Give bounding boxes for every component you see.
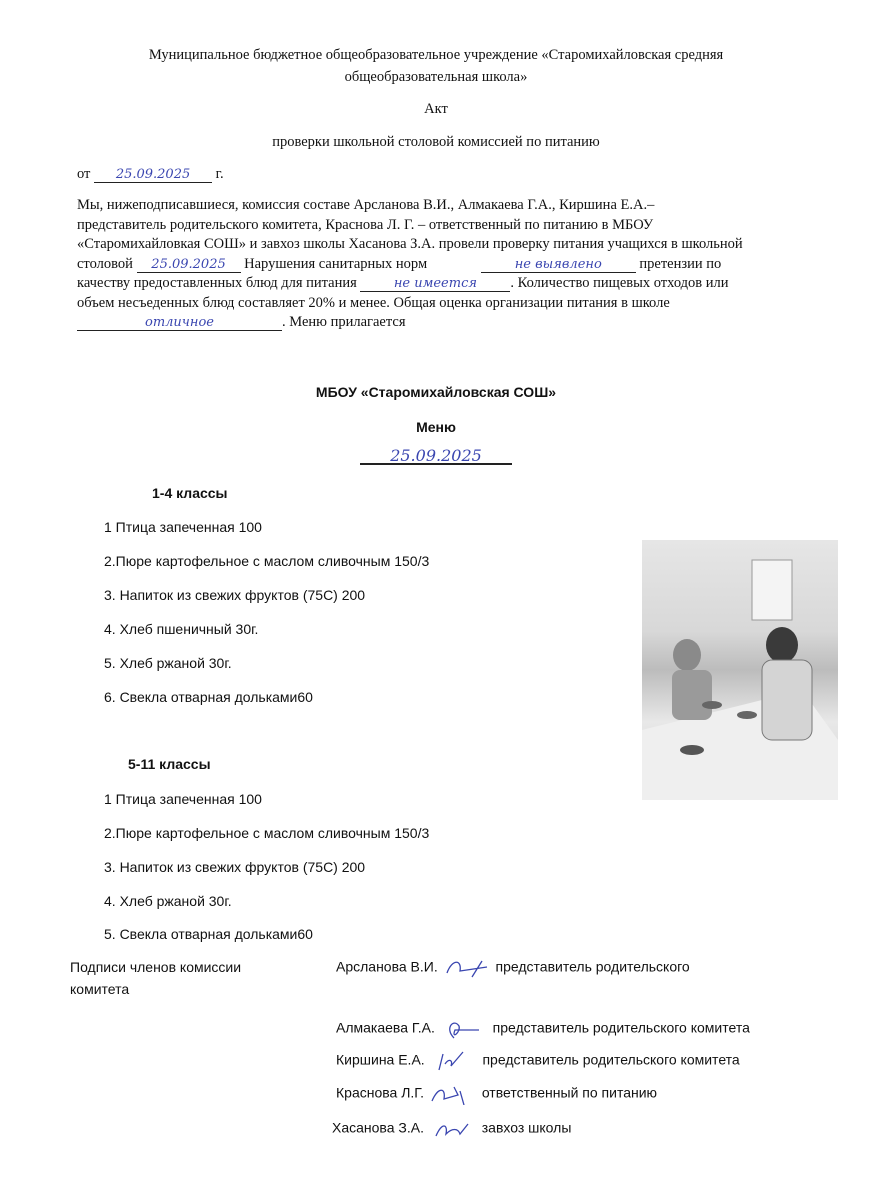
signature-mark xyxy=(428,1083,478,1105)
signer-name: Хасанова З.А. xyxy=(332,1119,424,1136)
rating-value: отличное xyxy=(77,315,282,331)
text: . Количество пищевых отходов или xyxy=(510,275,729,291)
signatures-label-1: Подписи членов комиссии xyxy=(70,959,242,975)
menu-item: 4. Хлеб ржаной 30г. xyxy=(104,893,232,909)
menu-item: 5. Свекла отварная дольками60 xyxy=(104,926,313,942)
body-line-4 xyxy=(77,256,721,273)
signature-row xyxy=(332,1118,571,1140)
act-date-value: 25.09.2025 xyxy=(94,167,212,183)
act-date-line xyxy=(77,166,224,183)
photo-sketch xyxy=(642,540,838,800)
org-line-2: общеобразовательная школа» xyxy=(344,69,528,85)
menu-item: 3. Напиток из свежих фруктов (75С) 200 xyxy=(104,859,366,875)
violations-value: не выявлено xyxy=(481,257,636,273)
signatures-label-2: комитета xyxy=(70,981,130,997)
signer-role: завхоз школы xyxy=(481,1119,572,1136)
text: . Меню прилагается xyxy=(282,314,406,330)
signature-row xyxy=(336,1083,657,1105)
menu-item: 1 Птица запеченная 100 xyxy=(104,791,262,807)
date-prefix: от xyxy=(77,166,91,182)
text: качеству предоставленных блюд для питания xyxy=(77,275,357,291)
canteen-photo xyxy=(642,540,838,800)
signer-role: ответственный по питанию xyxy=(481,1084,658,1101)
body-line-3: «Старомихайловкая СОШ» и завхоз школы Хасанова З.А. провели проверку питания учащихся в школьной xyxy=(77,236,743,252)
signer-name: Алмакаева Г.А. xyxy=(336,1019,435,1036)
signature-row xyxy=(336,1018,750,1040)
menu-item: 5. Хлеб ржаной 30г. xyxy=(104,655,232,671)
menu-item: 4. Хлеб пшеничный 30г. xyxy=(104,621,259,637)
signature-mark xyxy=(428,1118,478,1140)
menu-item: 1 Птица запеченная 100 xyxy=(104,519,262,535)
menu-date-value: 25.09.2025 xyxy=(360,448,512,465)
group-label: 1-4 классы xyxy=(152,485,228,501)
menu-item: 6. Свекла отварная дольками60 xyxy=(104,689,313,705)
signer-role: представитель родительского xyxy=(495,958,690,975)
signer-role: представитель родительского комитета xyxy=(492,1019,750,1036)
menu-item: 3. Напиток из свежих фруктов (75С) 200 xyxy=(104,587,366,603)
text: столовой xyxy=(77,256,133,272)
act-subtitle: проверки школьной столовой комиссией по питанию xyxy=(272,134,600,150)
menu-date xyxy=(0,448,872,466)
menu-title: Меню xyxy=(416,419,456,435)
menu-item: 2.Пюре картофельное с маслом сливочным 150/3 xyxy=(104,825,430,841)
group-label: 5-11 классы xyxy=(128,756,211,772)
menu-item: 2.Пюре картофельное с маслом сливочным 150/3 xyxy=(104,553,430,569)
claims-value: не имеется xyxy=(360,276,510,292)
body-line-6: объем несъеденных блюд составляет 20% и менее. Общая оценка организации питания в школе xyxy=(77,295,670,311)
inspection-date-value: 25.09.2025 xyxy=(137,257,241,273)
menu-school: МБОУ «Старомихайловская СОШ» xyxy=(315,384,557,400)
signer-name: Краснова Л.Г. xyxy=(336,1084,425,1101)
signature-row xyxy=(336,957,690,979)
body-line-2: представитель родительского комитета, Краснова Л. Г. – ответственный по питанию в МБОУ xyxy=(77,217,654,233)
act-title: Акт xyxy=(424,101,448,117)
org-line-1: Муниципальное бюджетное общеобразовательное учреждение «Старомихайловская средняя xyxy=(148,47,724,63)
text: претензии по xyxy=(639,256,722,272)
signature-row xyxy=(336,1050,740,1072)
signature-mark xyxy=(439,1018,489,1040)
body-line-5 xyxy=(77,275,729,292)
signature-mark xyxy=(442,957,492,979)
body-line-1: Мы, нижеподписавшиеся, комиссия составе Арсланова В.И., Алмакаева Г.А., Киршина Е.А.– xyxy=(77,197,655,213)
signer-name: Киршина Е.А. xyxy=(336,1051,425,1068)
signer-role: представитель родительского комитета xyxy=(482,1051,740,1068)
signature-mark xyxy=(429,1050,479,1072)
body-line-7 xyxy=(77,314,405,331)
text: Нарушения санитарных норм xyxy=(244,256,428,272)
date-suffix: г. xyxy=(215,166,224,182)
signer-name: Арсланова В.И. xyxy=(336,958,438,975)
